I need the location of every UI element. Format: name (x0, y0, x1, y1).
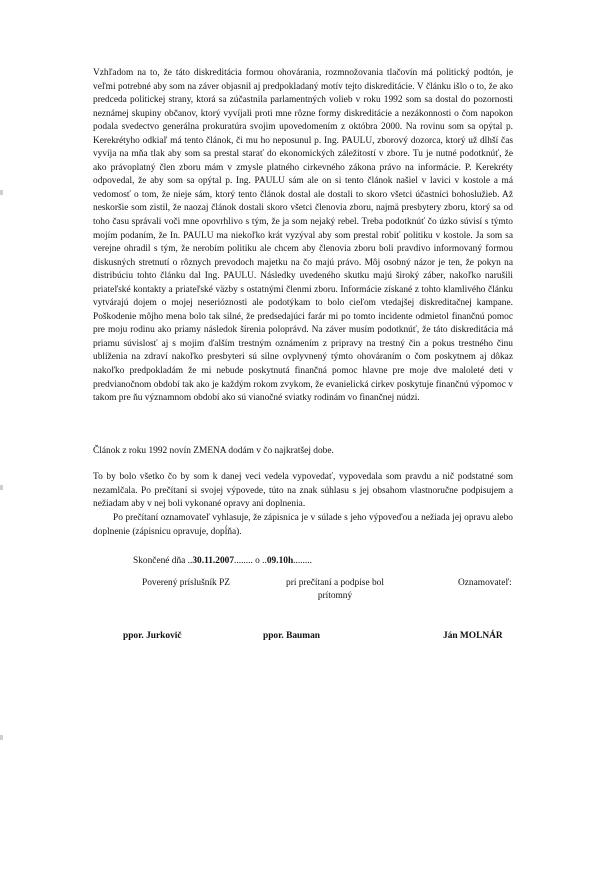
signature-reporter: Ján MOLNÁR (443, 631, 503, 641)
signature-witness: ppor. Bauman (263, 631, 320, 641)
ended-time: 09.10h (266, 556, 294, 566)
reporter-label: Oznamovateľ: (458, 578, 512, 588)
read-sign-label: pri prečítaní a podpise bol prítomný (286, 578, 384, 601)
ended-middle: ........ o .. (234, 556, 267, 566)
signature-officer: ppor. Jurkovič (123, 631, 182, 641)
scan-speck (0, 735, 3, 740)
officer-label: Poverený príslušník PZ (142, 578, 231, 588)
testimony-closing: To by bolo všetko čo by som k danej veci vedela vypovedať, vypovedala som pravdu a nič podstatné som nezamlčala. Po prečítaní si svojej výpovede, túto na znak súhlasu s jej obsahom vlastnoručne podpisujem a nežiadam aby v nej boli vykonané opravy ani doplnenia. (93, 472, 513, 510)
statement-paragraph: Vzhľadom na to, že táto diskreditácia formou ohovárania, rozmnožovania tlačovín má politický podtón, je veľmi potrebné aby som na záver objasnil aj predpokladaný motív tejto diskreditácie. V článku išlo o to, že ako predceda politickej strany, ktorá sa zúčastnila parlamentných volieb v roku 1992 som sa dostal do pozornosti neznámej skupiny občanov, ktorý vyvíjali proti mne rôzne formy diskreditácie a nezákonnosti o čom napokon podala svedectvo generálna prokuratúra svojim upovedomením z októbra 2000. Na rovinu som sa opýtal p. Kerekrétyho odkiaľ má tento článok, či mu ho neposunul p. Ing. PAULU, zborový dozorca, ktorý už dlhší čas vyvíja na mňa tlak aby som sa prestal starať do ekonomických záležitostí v zbore. Tu je nutné podotknúť, že ako právoplatný člen zboru mám v zmysle platného cirkevného zákona právo na informácie. P. Kerekréty odpovedal, že aby som sa opýtal p. Ing. PAULU sám ale on si tento článok našiel v lavici v kostole a má vedomosť o tom, že nieje sám, ktorý tento článok dostal ale dostali to skoro všetci účastníci bohoslužieb. Až neskoršie som zistil, že naozaj článok dostali skoro všetci členovia zboru, najmä presbytery zboru, ktorý sa od toho času správali voči mne opovrhlivo s tým, že ja som nejaký rebel. Treba podotknúť čo úzko súvisí s týmto mojím podaním, že In. PAULU ma niekoľko krát vyzýval aby som prestal robiť politiku v kostole. Ja som sa verejne ohradil s tým, že nerobím politiku ale chcem aby členovia zboru boli pravdivo informovaný formou diskusných stretnutí o rôznych prevodoch majetku na čo majú právo. Môj osobný názor je ten, že pokyn na distribúciu tohto článku dal Ing. PAULU. Následky uvedeného skutku majú široký záber, nakoľko narušili priateľské kontakty a priateľské väzby s ostatnými členmi zboru. Informácie získané z tohto klamlivého článku vytvárajú dojem o mojej neserióznosti ale podotýkam to bolo cieľom vtedajšej diskreditačnej kampane. Poškodenie môjho mena bolo tak silné, že predsedajúci farár mi po tomto incidente odmietol finančnú pomoc pre moju rodinu ako priamy následok šírenia poloprávd. Na záver musím podotknúť, že táto diskreditácia má priamu súvislosť aj s mojim ďalším trestným oznámením z pripravy na trestný čin a pokus trestného činu ublíženia na zdraví nakoľko presbyteri sú silne ovplyvnený týmto ohováraním o čom poskytnem aj dôkaz nakoľko predpokladám že mi nebude poskytnutá finančná pomoc hlavne pre moje dve maloleté deti v predvianočnom období tak ako je každým rokom zvykom, že evanielická cirkev poskytuje finančnú výpomoc v takom pre ňu významnom období ako sú vianočné sviatky rodinám vo finančnej núdzi. (93, 68, 513, 404)
ended-line (133, 555, 312, 567)
ended-date: 30.11.2007 (192, 556, 235, 566)
reporter-declaration: Po prečítaní oznamovateľ vyhlasuje, že zápisnica je v súlade s jeho výpoveďou a nežiada jej opravu alebo doplnenie (zápisnicu opravuje, dopĺňa). (93, 513, 513, 537)
scan-speck (0, 485, 3, 490)
ended-suffix: ........ (293, 556, 312, 566)
ended-prefix: Skončené dňa .. (133, 556, 193, 566)
article-note: Článok z roku 1992 novín ZMENA dodám v čo najkratšej dobe. (93, 446, 334, 456)
scan-speck (0, 190, 3, 195)
